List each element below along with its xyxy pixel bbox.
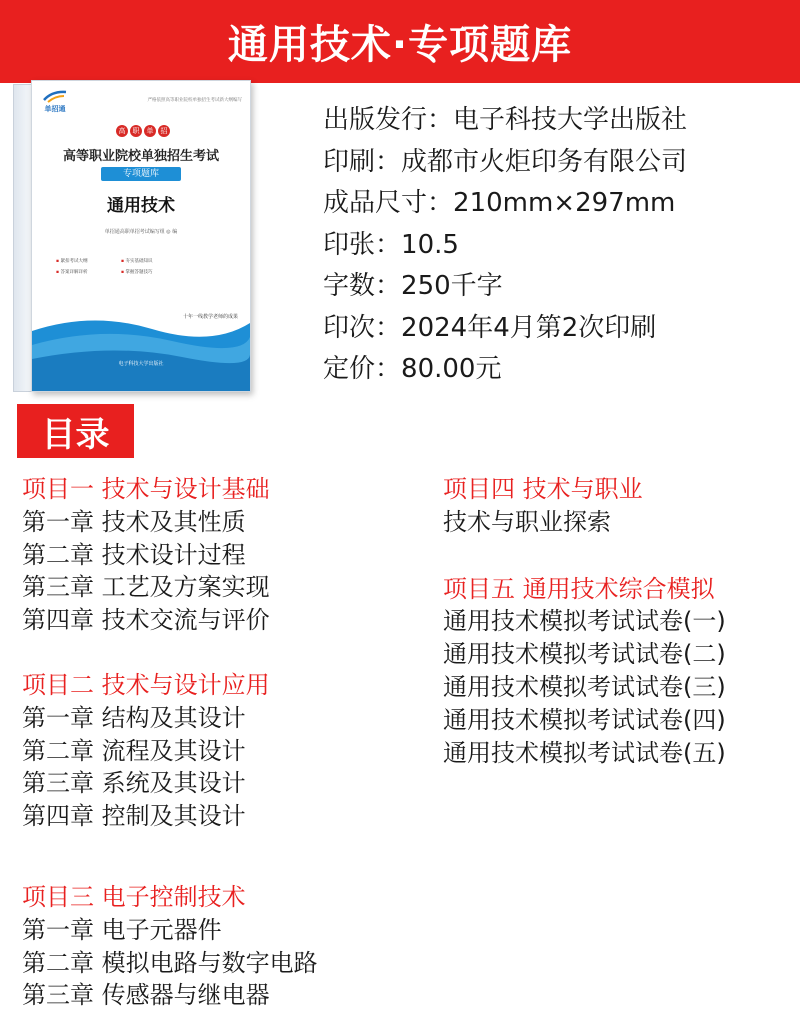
cover-slogan: 十年一线教学老师的成果 — [182, 314, 238, 320]
info-value: 成都市火炬印务有限公司 — [401, 146, 688, 177]
toc-item: 第一章 技术及其性质 — [22, 507, 246, 536]
toc-section-title: 项目二 技术与设计应用 — [22, 670, 270, 699]
info-label: 字数 — [323, 271, 376, 301]
toc-item: 通用技术模拟考试试卷(三) — [443, 672, 726, 701]
cover-wave-graphic — [32, 301, 250, 391]
toc-item: 第三章 系统及其设计 — [22, 769, 246, 798]
toc-item: 第三章 传感器与继电器 — [22, 981, 270, 1010]
info-value: 250千字 — [401, 271, 503, 301]
cover-publisher: 电子科技大学出版社 — [118, 361, 164, 367]
info-row-edition: 印次：2024年4月第2次印刷 — [323, 312, 657, 343]
toc-item: 通用技术模拟考试试卷(四) — [443, 705, 726, 734]
toc-heading: 目录 — [17, 404, 134, 458]
toc-item: 第三章 工艺及方案实现 — [22, 573, 270, 602]
toc-item: 第一章 结构及其设计 — [22, 703, 246, 732]
cover-feature: ▪ 答案详解详析 — [56, 269, 121, 275]
info-value: 10.5 — [401, 229, 459, 260]
publisher-logo — [42, 89, 68, 114]
cover-subject: 通用技术 — [107, 196, 175, 216]
toc-item: 第四章 控制及其设计 — [22, 802, 246, 831]
toc-section-title: 项目三 电子控制技术 — [22, 882, 246, 911]
toc-item: 通用技术模拟考试试卷(五) — [443, 738, 726, 767]
toc-section-title: 项目一 技术与设计基础 — [22, 475, 270, 503]
logo-swoosh-icon — [42, 89, 68, 103]
toc-section-title: 项目四 技术与职业 — [443, 475, 643, 503]
info-label: 印次 — [323, 312, 376, 343]
info-label: 出版发行 — [323, 105, 428, 135]
toc-item: 第一章 电子元器件 — [22, 915, 222, 944]
logo-text: 单招通 — [44, 105, 66, 113]
toc-item: 通用技术模拟考试试卷(二) — [443, 640, 726, 669]
toc-item: 第二章 模拟电路与数字电路 — [22, 948, 318, 977]
cover-tagline: 严格依照高等职业院校单独招生考试新大纲编写 — [147, 98, 242, 103]
cover-main-title: 高等职业院校单独招生考试 — [62, 149, 219, 164]
info-label: 定价 — [323, 354, 376, 384]
info-row-sheets: 印张：10.5 — [323, 229, 459, 260]
book-spine — [13, 84, 33, 392]
info-label: 印张 — [323, 229, 376, 260]
toc-section-title: 项目五 通用技术综合模拟 — [443, 574, 715, 603]
toc-item: 第四章 技术交流与评价 — [22, 606, 270, 635]
info-row-publisher: 出版发行：电子科技大学出版社 — [323, 105, 688, 135]
toc-item: 第二章 流程及其设计 — [22, 736, 246, 765]
info-value: 电子科技大学出版社 — [453, 105, 688, 135]
cover-badge — [116, 125, 170, 137]
badge-char: 单 — [144, 125, 156, 137]
badge-char: 高 — [116, 125, 128, 137]
cover-feature: ▪ 夯实基础知识 — [121, 258, 186, 264]
badge-char: 职 — [130, 125, 142, 137]
cover-feature: ▪ 紧扣考试大纲 — [56, 258, 121, 264]
badge-char: 招 — [158, 125, 170, 137]
info-row-word-count: 字数：250千字 — [323, 271, 503, 301]
cover-series-pill: 专项题库 — [101, 167, 181, 181]
info-value: 80.00元 — [401, 354, 502, 384]
toc-right-column — [443, 473, 726, 769]
toc-item: 第二章 技术设计过程 — [22, 540, 246, 569]
book-front — [31, 80, 251, 392]
toc-item: 技术与职业探索 — [443, 507, 611, 536]
cover-editor: 单招通高职单招考试编写组 ◎ 编 — [104, 229, 178, 235]
info-row-size: 成品尺寸：210mm×297mm — [323, 188, 676, 218]
book-info — [323, 100, 687, 391]
cover-feature: ▪ 掌握答题技巧 — [121, 269, 186, 275]
info-value: 210mm×297mm — [453, 188, 676, 218]
banner-title: 通用技术·专项题库 — [227, 22, 573, 68]
toc-item: 通用技术模拟考试试卷(一) — [443, 607, 726, 636]
info-label: 印刷 — [323, 146, 376, 177]
info-label: 成品尺寸 — [323, 188, 428, 218]
info-value: 2024年4月第2次印刷 — [401, 312, 657, 343]
book-cover-image — [13, 80, 250, 392]
info-row-price: 定价：80.00元 — [323, 354, 502, 384]
cover-features — [56, 258, 186, 275]
toc-left-column — [22, 473, 318, 1012]
info-row-printer: 印刷：成都市火炬印务有限公司 — [323, 146, 688, 177]
header-banner — [0, 0, 800, 83]
